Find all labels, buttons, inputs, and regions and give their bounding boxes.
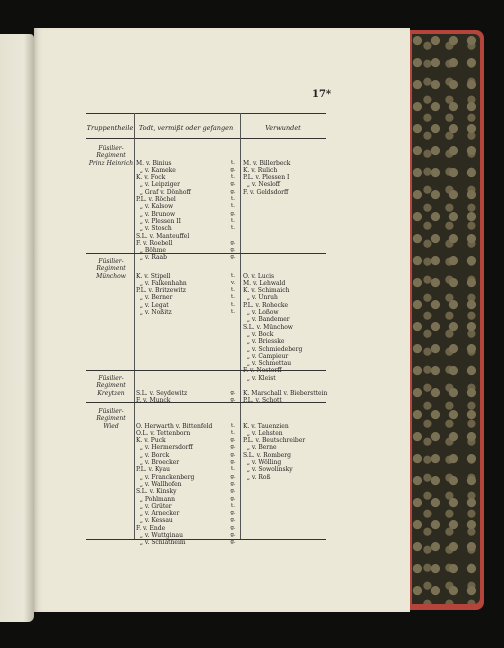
group-divider [86, 370, 326, 371]
status-column: g. g. [230, 389, 236, 403]
group-divider [86, 253, 326, 254]
unit-label: Füsilier- Regiment Münchow [96, 258, 126, 280]
fallen-list: O. Herwarth v. Bittenfeld O.L. v. Tettenborn K. v. Puck „ v. Hermersdorff „ v. Borck „ v. Broecker P.L. v. Kyau „ v. Franckenberg „ v. Wallhofen S.L. v. Kinsky „ Pohlmann „ v. Grüter „ v. Arnecker „ v. Kessau F. v. Ende „ v. Wuttginau „ v. Schlatheim [136, 422, 213, 547]
column-rule-2 [240, 113, 241, 539]
page-number: 17* [312, 89, 332, 100]
table-bottom-rule [86, 539, 326, 540]
column-rule-1 [134, 113, 135, 539]
header-fallen: Todt, vermißt oder gefangen [138, 124, 234, 132]
header-unit: Truppentheile [86, 124, 134, 132]
fallen-list: S.L. v. Seydewitz F. v. Munck [136, 389, 188, 404]
header-bottom-rule [86, 138, 326, 139]
unit-label: Füsilier- Regiment Wied [96, 408, 126, 430]
wounded-list: K. v. Tauenzien „ v. Lehsten P.L. v. Beutschreiber „ v. Berne S.L. v. Romberg „ v. Wölling „ v. Sowolinsky „ v. Roß [243, 422, 306, 481]
table-top-rule [86, 113, 326, 114]
unit-label: Füsilier- Regiment Kreytzen [96, 375, 126, 397]
book-page [34, 28, 410, 612]
status-column: t. g. t. g. g. t. t. g. t. t. g. g. g. [230, 159, 236, 261]
unit-label: Füsilier- Regiment Prinz Heinrich [88, 145, 134, 167]
wounded-list: M. v. Billerbeck K. v. Rulich P.L. v. Plessen I „ v. Nesloff F. v. Geldsdorff [243, 159, 291, 196]
header-wounded: Verwundet [265, 124, 301, 132]
left-page-edge [0, 34, 34, 622]
wounded-list: K. Marschall v. Biebersttein P.L. v. Schott [243, 389, 328, 404]
fallen-list: M. v. Binius „ v. Kameke K. v. Fock „ v. Leipziger „ Graf v. Dönhoff P.L. v. Röchel „ v. Kalsow „ v. Brunow „ v. Plessen II „ v. Stosch S.L. v. Manteuffel F. v. Roebell „ Böhme „ v. Raab [136, 159, 191, 262]
fallen-list: K. v. Stipell „ v. Falkenhahn P.L. v. Britzewitz „ v. Berner „ v. Legat „ v. Noßitz [136, 272, 187, 317]
wounded-list: O. v. Lucis M. v. Lehwald K. v. Schimaich „ v. Unruh P.L. v. Rohecke „ v. Loßow „ v. Bandemer S.L. v. Münchow „ v. Bock „ v. Briesske „ v. Schmiedeberg „ v. Campieur „ v. Schmettau F. v. Nestorff „ v. Kleist [243, 272, 303, 382]
group-divider [86, 402, 326, 403]
status-column: t. t. g. g. g. g. t. g. g. g. g. t. g. g. g. g. g. [230, 422, 236, 546]
marbled-cover [412, 34, 480, 604]
status-column: t. v. t. t. t. t. [230, 272, 236, 316]
